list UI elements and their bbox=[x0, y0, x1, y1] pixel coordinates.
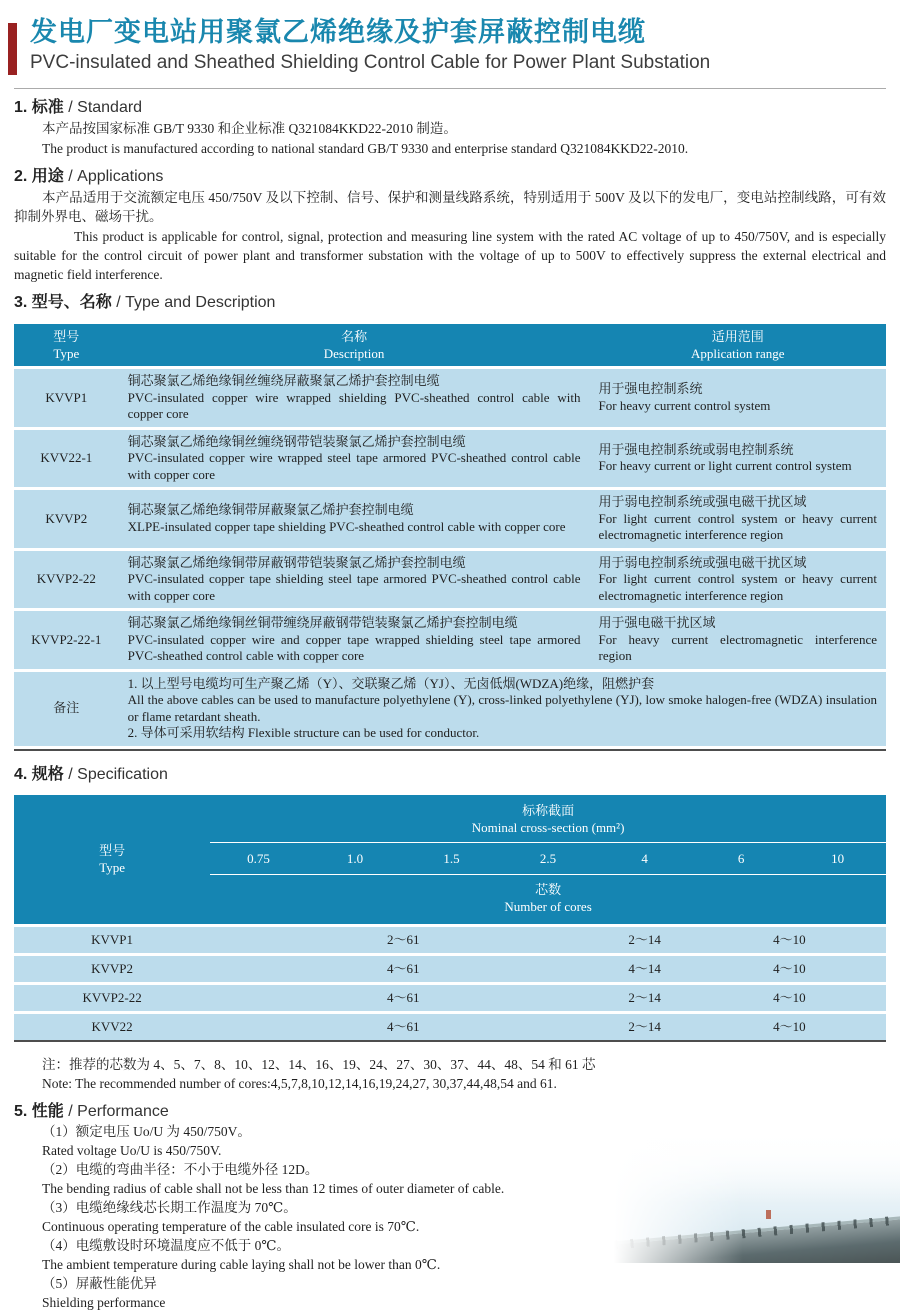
spec-row bbox=[14, 1014, 886, 1040]
description-en: XLPE-insulated copper tape shielding PVC-sheathed control cable with copper core bbox=[127, 518, 566, 534]
photo-fade-overlay bbox=[614, 1130, 900, 1263]
description-cn: 铜芯聚氯乙烯绝缘铜带屏蔽聚氯乙烯护套控制电缆 bbox=[127, 502, 414, 518]
spec-header-right bbox=[210, 795, 886, 924]
spec-row bbox=[14, 927, 886, 953]
performance-item-en: The bending radius of cable shall not be less than 12 times of outer diameter of cable. bbox=[42, 1180, 505, 1196]
description-cn: 铜芯聚氯乙烯绝缘铜丝缠绕屏蔽聚氯乙烯护套控制电缆 bbox=[127, 373, 440, 388]
title-accent-bar bbox=[8, 23, 17, 75]
section-heading-specification bbox=[14, 765, 886, 785]
section-heading-standard bbox=[14, 98, 886, 118]
table-row bbox=[14, 551, 886, 609]
section-number-title: 4. 规格 bbox=[14, 765, 64, 783]
performance-item-cn: （2）电缆的弯曲半径：不小于电缆外径 12D。 bbox=[42, 1161, 319, 1177]
size-column-header: 2.5 bbox=[539, 850, 557, 866]
spec-row-value: 4～10 bbox=[773, 960, 806, 976]
spec-row-type: KVV22 bbox=[91, 1018, 133, 1034]
spec-size-columns bbox=[210, 842, 886, 875]
footer-photo bbox=[614, 1130, 900, 1263]
section-number-title: 3. 型号、名称 bbox=[14, 294, 112, 311]
spec-header-type bbox=[14, 795, 210, 924]
application-en: For light current control system or heavy current electromagnetic interference region bbox=[598, 571, 877, 603]
spec-row-value: 2～14 bbox=[628, 1018, 661, 1034]
section-title-english: / Type and Description bbox=[116, 294, 276, 311]
application-en: For heavy current electromagnetic interference region bbox=[598, 631, 877, 663]
section-title-english: / Performance bbox=[68, 1102, 169, 1120]
table-header-row bbox=[14, 324, 886, 366]
description-cn: 铜芯聚氯乙烯绝缘铜丝铜带缠绕屏蔽钢带铠装聚氯乙烯护套控制电缆 bbox=[127, 615, 518, 630]
page-title-english: PVC-insulated and Sheathed Shielding Control Cable for Power Plant Substation bbox=[30, 52, 711, 73]
column-header-description bbox=[119, 324, 590, 366]
cores-label-cn: 芯数 bbox=[535, 881, 562, 897]
table-row bbox=[14, 490, 886, 548]
spec-row bbox=[14, 956, 886, 982]
table-row bbox=[14, 430, 886, 488]
type-cell: KVVP2-22-1 bbox=[14, 611, 119, 669]
spec-type-label-cn: 型号 bbox=[99, 843, 126, 858]
description-cell bbox=[119, 551, 590, 609]
type-description-table bbox=[14, 321, 886, 751]
performance-item-cn: （4）电缆敷设时环境温度应不低于 0℃。 bbox=[42, 1237, 290, 1253]
application-cn: 用于弱电控制系统或强电磁干扰区域 bbox=[598, 554, 807, 570]
note-line-1-en: All the above cables can be used to manufacture polyethylene (Y), cross-linked polyethylene (YJ), low smoke halogen-free (WDZA) insulation or flame retardant sheath. bbox=[127, 692, 877, 724]
performance-item-en: Rated voltage Uo/U is 450/750V. bbox=[42, 1142, 222, 1158]
performance-item-cn: （5）屏蔽性能优异 bbox=[42, 1275, 157, 1291]
application-cell bbox=[590, 551, 886, 609]
header-label-cn: 适用范围 bbox=[711, 329, 764, 344]
spec-note bbox=[0, 1055, 900, 1093]
spec-type-label-en: Type bbox=[99, 860, 125, 875]
application-cn: 用于强电控制系统 bbox=[598, 381, 703, 397]
description-cell bbox=[119, 611, 590, 669]
spec-row-value: 4～14 bbox=[628, 960, 661, 976]
spec-row-value: 4～10 bbox=[773, 931, 806, 947]
section-number-title: 2. 用途 bbox=[14, 168, 64, 185]
spec-row-type: KVVP2 bbox=[91, 960, 134, 976]
performance-item-en: The ambient temperature during cable laying shall not be lower than 0℃. bbox=[42, 1256, 441, 1272]
spec-row bbox=[14, 985, 886, 1011]
column-header-type bbox=[14, 324, 119, 366]
title-divider bbox=[14, 88, 886, 89]
performance-item-cn: （3）电缆绝缘线芯长期工作温度为 70℃。 bbox=[42, 1199, 297, 1215]
note-content-cell bbox=[119, 672, 886, 746]
note-line-2: 2. 导体可采用软结构 Flexible structure can be used for conductor. bbox=[127, 725, 480, 740]
spec-row-value: 4～61 bbox=[387, 960, 420, 976]
applications-paragraph-en: This product is applicable for control, signal, protection and measuring line system with the rated AC voltage of up to 450/750V, and is especially suitable for the control circuit of power plant and transformer substation with the voltage of up to 500V to effectively suppress the external electrical and magnetic field interference. bbox=[14, 229, 886, 282]
application-cell bbox=[590, 611, 886, 669]
application-cell bbox=[590, 369, 886, 427]
performance-item-en: Continuous operating temperature of the cable insulated core is 70℃. bbox=[42, 1218, 420, 1234]
spec-row-value: 2～14 bbox=[628, 931, 661, 947]
table-row bbox=[14, 369, 886, 427]
header-label-en: Application range bbox=[691, 346, 785, 361]
section-title-english: / Specification bbox=[68, 765, 168, 783]
note-line-1-cn: 1. 以上型号电缆均可生产聚乙烯（Y）、交联聚乙烯（YJ）、无卤低烟(WDZA)绝缘，阻燃护套 bbox=[127, 675, 655, 691]
size-column-header: 4 bbox=[641, 850, 648, 866]
application-cell bbox=[590, 430, 886, 488]
page-title-chinese: 发电厂变电站用聚氯乙烯绝缘及护套屏蔽控制电缆 bbox=[30, 17, 646, 47]
spec-row-type: KVVP1 bbox=[91, 931, 134, 947]
spec-row-value: 4～61 bbox=[387, 989, 420, 1005]
spec-row-value: 2～61 bbox=[387, 931, 420, 947]
section-title-english: / Applications bbox=[68, 168, 164, 185]
description-en: PVC-insulated copper wire and copper tape wrapped shielding steel tape armored PVC-sheathed control cable with copper core bbox=[127, 631, 581, 663]
spec-row-type: KVVP2-22 bbox=[82, 989, 142, 1005]
description-cell bbox=[119, 490, 590, 548]
size-column-header: 6 bbox=[737, 850, 745, 866]
table-note-row bbox=[14, 672, 886, 746]
table-row bbox=[14, 611, 886, 669]
section-title-english: / Standard bbox=[68, 99, 143, 116]
header-label-en: Type bbox=[53, 346, 80, 361]
description-en: PVC-insulated copper wire wrapped shielding PVC-sheathed control cable with copper core bbox=[127, 389, 581, 421]
masthead bbox=[14, 16, 886, 76]
spec-header bbox=[14, 795, 886, 924]
spec-header-nominal-cross-section bbox=[210, 795, 886, 842]
size-column-header: 1.5 bbox=[443, 850, 460, 866]
header-label-cn: 名称 bbox=[341, 329, 368, 344]
application-cn: 用于强电磁干扰区域 bbox=[598, 615, 716, 630]
header-label-cn: 型号 bbox=[53, 329, 80, 344]
application-cn: 用于弱电控制系统或强电磁干扰区域 bbox=[598, 494, 807, 509]
application-cn: 用于强电控制系统或弱电控制系统 bbox=[598, 441, 794, 457]
header-label-en: Description bbox=[323, 346, 385, 361]
spec-note-en: Note: The recommended number of cores:4,5,7,8,10,12,14,16,19,24,27, 30,37,44,48,54 and 61. bbox=[42, 1075, 557, 1091]
description-en: PVC-insulated copper tape shielding steel tape armored PVC-sheathed control cable with copper core bbox=[127, 571, 581, 603]
section-heading-type-description bbox=[14, 293, 886, 313]
spec-header-number-of-cores bbox=[210, 875, 886, 924]
spec-row-value: 4～10 bbox=[773, 1018, 806, 1034]
description-en: PVC-insulated copper wire wrapped steel tape armored PVC-sheathed control cable with copper core bbox=[127, 450, 581, 482]
ncs-label-en: Nominal cross-section (mm²) bbox=[471, 819, 625, 835]
spec-row-value: 2～14 bbox=[628, 989, 661, 1005]
application-en: For heavy current or light current control system bbox=[598, 458, 852, 474]
spec-row-value: 4～10 bbox=[773, 989, 806, 1005]
catalog-page bbox=[0, 16, 900, 1310]
standard-paragraph-en: The product is manufactured according to national standard GB/T 9330 and enterprise standard Q321084KKD22-2010. bbox=[42, 141, 689, 156]
spec-note-cn: 注：推荐的芯数为 4、5、7、8、10、12、14、16、19、24、27、30、37、44、48、54 和 61 芯 bbox=[42, 1056, 596, 1072]
application-en: For light current control system or heavy current electromagnetic interference region bbox=[598, 510, 877, 542]
description-cell bbox=[119, 369, 590, 427]
specification-table bbox=[14, 795, 886, 1042]
section-number-title: 5. 性能 bbox=[14, 1102, 64, 1120]
section-heading-performance bbox=[14, 1102, 886, 1122]
type-cell: KVVP2-22 bbox=[14, 551, 119, 609]
description-cell bbox=[119, 430, 590, 488]
type-cell: KVV22-1 bbox=[14, 430, 119, 488]
note-label-cell: 备注 bbox=[14, 672, 119, 746]
spec-row-value: 4～61 bbox=[387, 1018, 420, 1034]
size-column-header: 0.75 bbox=[247, 850, 270, 866]
type-cell: KVVP1 bbox=[14, 369, 119, 427]
column-header-application-range bbox=[590, 324, 886, 366]
application-cell bbox=[590, 490, 886, 548]
section-number-title: 1. 标准 bbox=[14, 99, 64, 116]
standard-paragraph-cn: 本产品按国家标准 GB/T 9330 和企业标准 Q321084KKD22-2010 制造。 bbox=[42, 121, 457, 136]
performance-item-cn: （1）额定电压 Uo/U 为 450/750V。 bbox=[42, 1123, 251, 1139]
description-cn: 铜芯聚氯乙烯绝缘铜带屏蔽钢带铠装聚氯乙烯护套控制电缆 bbox=[127, 554, 466, 570]
cores-label-en: Number of cores bbox=[504, 898, 592, 914]
size-column-header: 10 bbox=[831, 850, 845, 866]
section-heading-applications bbox=[14, 167, 886, 187]
description-cn: 铜芯聚氯乙烯绝缘铜丝缠绕钢带铠装聚氯乙烯护套控制电缆 bbox=[127, 433, 466, 449]
performance-item-en: Shielding performance bbox=[42, 1294, 166, 1310]
ncs-label-cn: 标称截面 bbox=[522, 802, 575, 818]
type-cell: KVVP2 bbox=[14, 490, 119, 548]
size-column-header: 1.0 bbox=[346, 850, 364, 866]
applications-paragraph-cn: 本产品适用于交流额定电压 450/750V 及以下控制、信号、保护和测量线路系统，特别适用于 500V 及以下的发电厂，变电站控制线路，可有效抑制外界电、磁场干扰。 bbox=[14, 190, 886, 224]
application-en: For heavy current control system bbox=[598, 397, 771, 413]
